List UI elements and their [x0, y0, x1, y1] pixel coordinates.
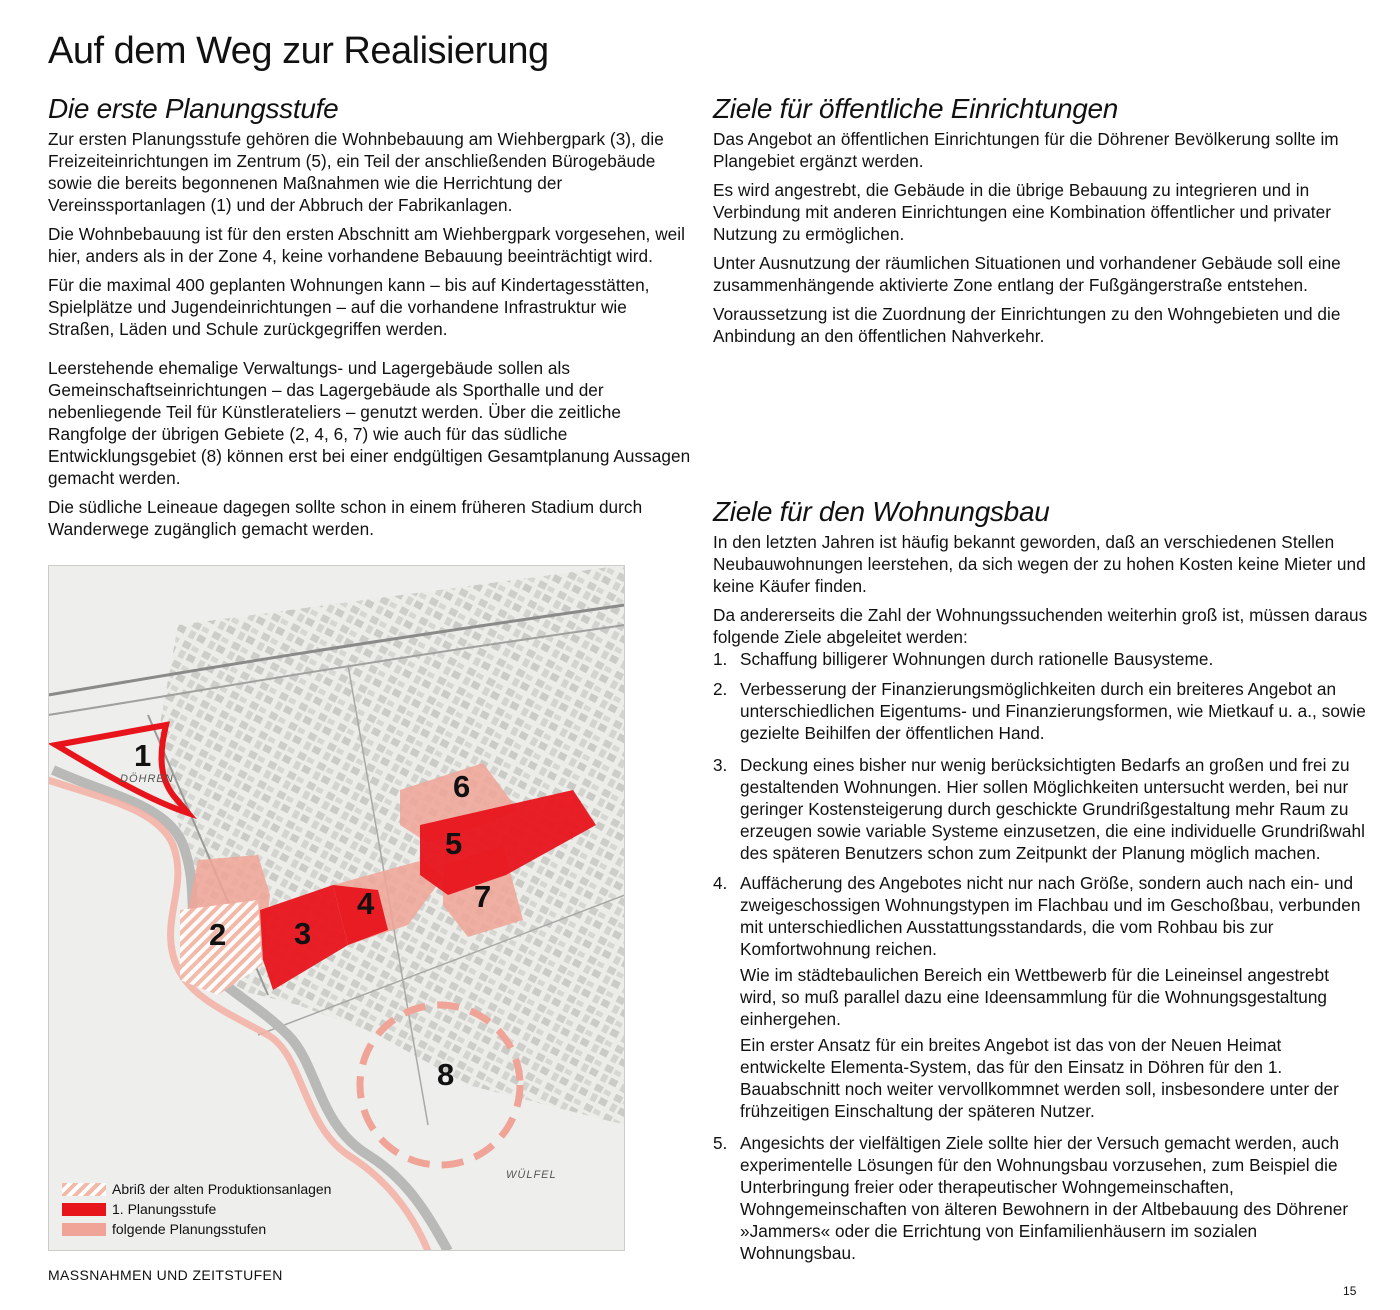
zone-label-3: 3: [294, 916, 312, 951]
list-item: [713, 1132, 1368, 1264]
list-number: 5.: [713, 1133, 728, 1153]
place-name-doehren: DÖHREN: [120, 773, 174, 785]
section-heading-housing: Ziele für den Wohnungsbau: [713, 496, 1050, 527]
list-number: 4.: [713, 873, 728, 893]
list-number: 3.: [713, 755, 728, 775]
paragraph: Die Wohnbebauung ist für den ersten Abschnitt am Wiehbergpark vorgesehen, weil hier, anders als in der Zone 4, keine vorhandene Bebauung beeinträchtigt wird.: [48, 224, 686, 266]
right-column-housing: [713, 495, 1368, 1272]
list-item-text: Schaffung billigerer Wohnungen durch rationelle Bausysteme.: [740, 649, 1214, 669]
paragraph: Da andererseits die Zahl der Wohnungssuchenden weiterhin groß ist, müssen daraus folgende Ziele abgeleitet werden:: [713, 605, 1368, 647]
section-heading-public-facilities: Ziele für öffentliche Einrichtungen: [713, 93, 1119, 124]
list-number: 2.: [713, 679, 728, 699]
planning-map: [48, 565, 625, 1251]
zone-label-1: 1: [134, 738, 152, 773]
legend-item-demolish: [62, 1179, 392, 1199]
list-item-text: Auffächerung des Angebotes nicht nur nach Größe, sondern auch nach ein- und zweigeschossigen Wohnungstypen im Flachbau und im Geschoßbau, verbunden mit unterschiedlichen Ausstattungsstandards, die vom Rohbau bis zur Komfortwohnung reichen.: [740, 873, 1361, 959]
list-item: [713, 872, 1368, 1122]
legend-label: folgende Planungsstufen: [112, 1221, 267, 1237]
paragraph: In den letzten Jahren ist häufig bekannt geworden, daß an verschiedenen Stellen Neubauwohnungen leerstehen, da sich wegen der zu hohen Kosten keine Mieter und keine Käufer finden.: [713, 532, 1366, 596]
paragraph: Leerstehende ehemalige Verwaltungs- und Lagergebäude sollen als Gemeinschaftseinrichtungen – das Lagergebäude als Sporthalle und der nebenliegende Teil für Künstlerateliers – genutzt werden. Über die zeitliche Rangfolge der übrigen Gebiete (2, 4, 6, 7) wie auch für das südliche Entwicklungsgebiet (8) können erst bei einer endgültigen Gesamtplanung Aussagen gemacht werden.: [48, 358, 691, 488]
list-item-text: Angesichts der vielfältigen Ziele sollte hier der Versuch gemacht werden, auch experimentelle Lösungen für den Wohnungsbau vorzusehen, zum Beispiel die Unterbringung freier oder therapeutischer Wohngemeinschaften, Wohngemeinschaften von älteren Bewohnern in der Altbebauung des Döhrener »Jammers« oder die Errichtung von Einfamilienhäusern im sozialen Wohnungsbau.: [740, 1133, 1349, 1263]
map-caption: MASSNAHMEN UND ZEITSTUFEN: [48, 1267, 283, 1283]
zone-label-4: 4: [357, 886, 375, 921]
list-item: [713, 678, 1368, 744]
section-heading-first-stage: Die erste Planungsstufe: [48, 93, 339, 124]
right-column-public-facilities: [713, 92, 1363, 354]
paragraph: Für die maximal 400 geplanten Wohnungen kann – bis auf Kindertagesstätten, Spielplätze und Jugendeinrichtungen – auf die vorhandene Infrastruktur wie Straßen, Läden und Schule zurückgegriffen werden.: [48, 275, 650, 339]
list-number: 1.: [713, 649, 728, 669]
list-item-text: Ein erster Ansatz für ein breites Angebot ist das von der Neuen Heimat entwickelte Elementa-System, das für den Einsatz in Döhren für den 1. Bauabschnitt noch weiter vervollkommnet werden soll, insbesondere unter der frühzeitigen Einschaltung der späteren Nutzer.: [740, 1035, 1339, 1121]
list-item-text: Deckung eines bisher nur wenig berücksichtigten Bedarfs an großen und frei zu gestaltenden Wohnungen. Hier sollen Möglichkeiten untersucht werden, bei nur geringer Kostensteigerung durch geschickte Grundrißgestaltung mehr Raum zu erzeugen sowie variable Systeme einzusetzen, die eine individuelle Grundrißwahl des späteren Benutzers schon zum Zeitpunkt der Planung möglich machen.: [740, 755, 1365, 863]
list-item: [713, 754, 1368, 864]
legend-swatch-later: [62, 1223, 106, 1236]
zone-label-2: 2: [209, 917, 227, 952]
legend-swatch-stage1: [62, 1203, 106, 1216]
legend-item-stage1: [62, 1199, 392, 1219]
page-number: 15: [1343, 1284, 1357, 1298]
paragraph: Zur ersten Planungsstufe gehören die Wohnbebauung am Wiehbergpark (3), die Freizeiteinrichtungen im Zentrum (5), ein Teil der anschließenden Bürogebäude sowie die bereits begonnenen Maßnahmen wie die Herrichtung der Vereinssportanlagen (1) und der Abbruch der Fabrikanlagen.: [48, 129, 664, 215]
legend-label: Abriß der alten Produktionsanlagen: [112, 1181, 332, 1197]
map-legend: [62, 1179, 392, 1239]
map-graphic: [48, 565, 625, 1251]
zone-label-7: 7: [474, 879, 492, 914]
paragraph: Unter Ausnutzung der räumlichen Situationen und vorhandener Gebäude soll eine zusammenhängende aktivierte Zone entlang der Fußgängerstraße entstehen.: [713, 253, 1341, 295]
page-title: Auf dem Weg zur Realisierung: [48, 30, 549, 72]
place-name-wuelfel: WÜLFEL: [506, 1169, 557, 1181]
list-item-text: Wie im städtebaulichen Bereich ein Wettbewerb für die Leineinsel angestrebt wird, so muß parallel dazu eine Ideensammlung für die Wohnungsgestaltung einhergehen.: [740, 965, 1330, 1029]
legend-swatch-demolish: [62, 1183, 106, 1196]
zone-label-6: 6: [453, 769, 471, 804]
zone-label-8: 8: [437, 1057, 455, 1092]
list-item: [713, 648, 1368, 670]
paragraph: Die südliche Leineaue dagegen sollte schon in einem früheren Stadium durch Wanderwege zugänglich gemacht werden.: [48, 497, 643, 539]
zone-label-5: 5: [445, 826, 463, 861]
legend-label: 1. Planungsstufe: [112, 1201, 217, 1217]
goals-list: [713, 648, 1368, 1264]
paragraph: Das Angebot an öffentlichen Einrichtungen für die Döhrener Bevölkerung sollte im Plangebiet ergänzt werden.: [713, 129, 1339, 171]
legend-item-later: [62, 1219, 392, 1239]
paragraph: Es wird angestrebt, die Gebäude in die übrige Bebauung zu integrieren und in Verbindung mit anderen Einrichtungen eine Kombination öffentlicher und privater Nutzung zu ermöglichen.: [713, 180, 1332, 244]
list-item-text: Verbesserung der Finanzierungsmöglichkeiten durch ein breiteres Angebot an unterschiedlichen Eigentums- und Finanzierungsformen, wie Mietkauf u. a., sowie gezielte Beihilfen der öffentlichen Hand.: [740, 679, 1366, 743]
left-column: [48, 92, 698, 547]
paragraph: Voraussetzung ist die Zuordnung der Einrichtungen zu den Wohngebieten und die Anbindung an den öffentlichen Nahverkehr.: [713, 304, 1341, 346]
